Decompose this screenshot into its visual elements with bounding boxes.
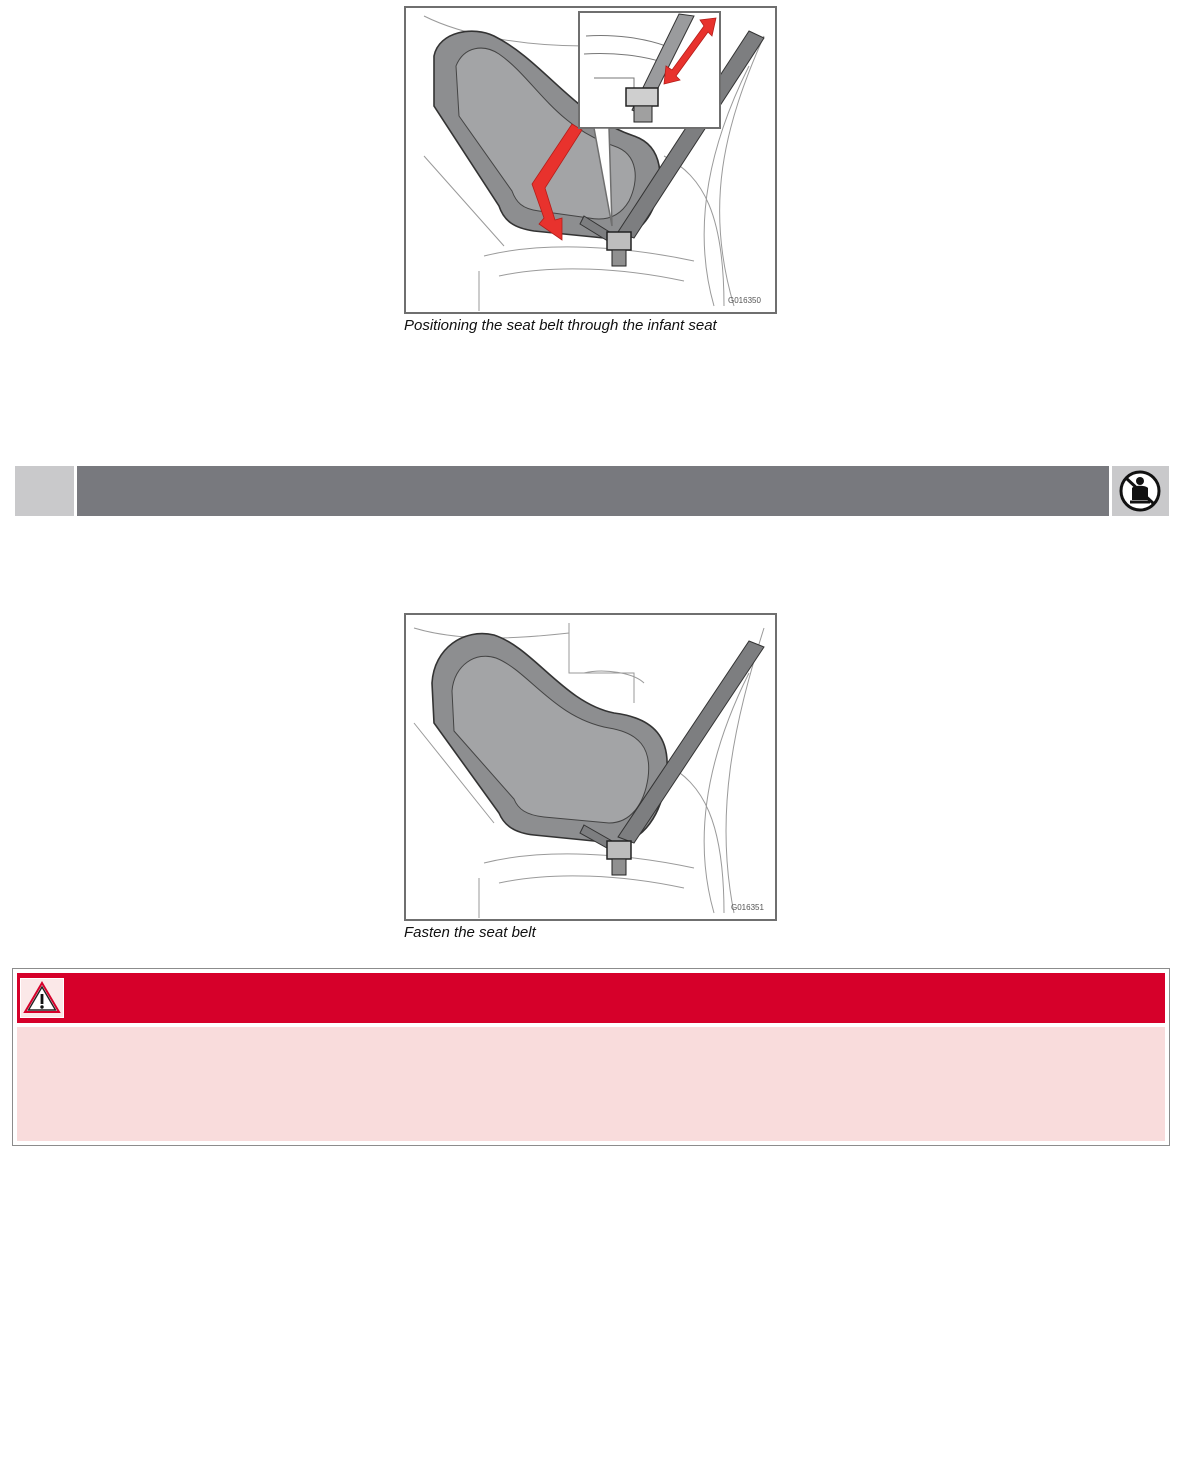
section-number	[15, 466, 74, 516]
figure-code: G016350	[728, 296, 761, 305]
figure-caption: Fasten the seat belt	[404, 924, 536, 941]
belt-positioning-illustration	[404, 6, 777, 314]
section-title	[77, 466, 1109, 516]
figure-belt-positioning	[404, 6, 777, 334]
warning-header	[17, 973, 1165, 1023]
fasten-belt-illustration	[404, 613, 777, 921]
figure-code: G016351	[731, 903, 764, 912]
figure-caption: Positioning the seat belt through the infant seat	[404, 317, 717, 334]
warning-box	[12, 968, 1170, 1146]
warning-icon-box	[20, 978, 64, 1018]
child-seat-icon	[1112, 466, 1169, 516]
warning-body	[17, 1027, 1165, 1141]
section-icon-box	[1112, 466, 1169, 516]
warning-triangle-icon	[21, 979, 63, 1017]
figure-fasten-belt	[404, 613, 777, 941]
section-header	[15, 466, 1169, 516]
